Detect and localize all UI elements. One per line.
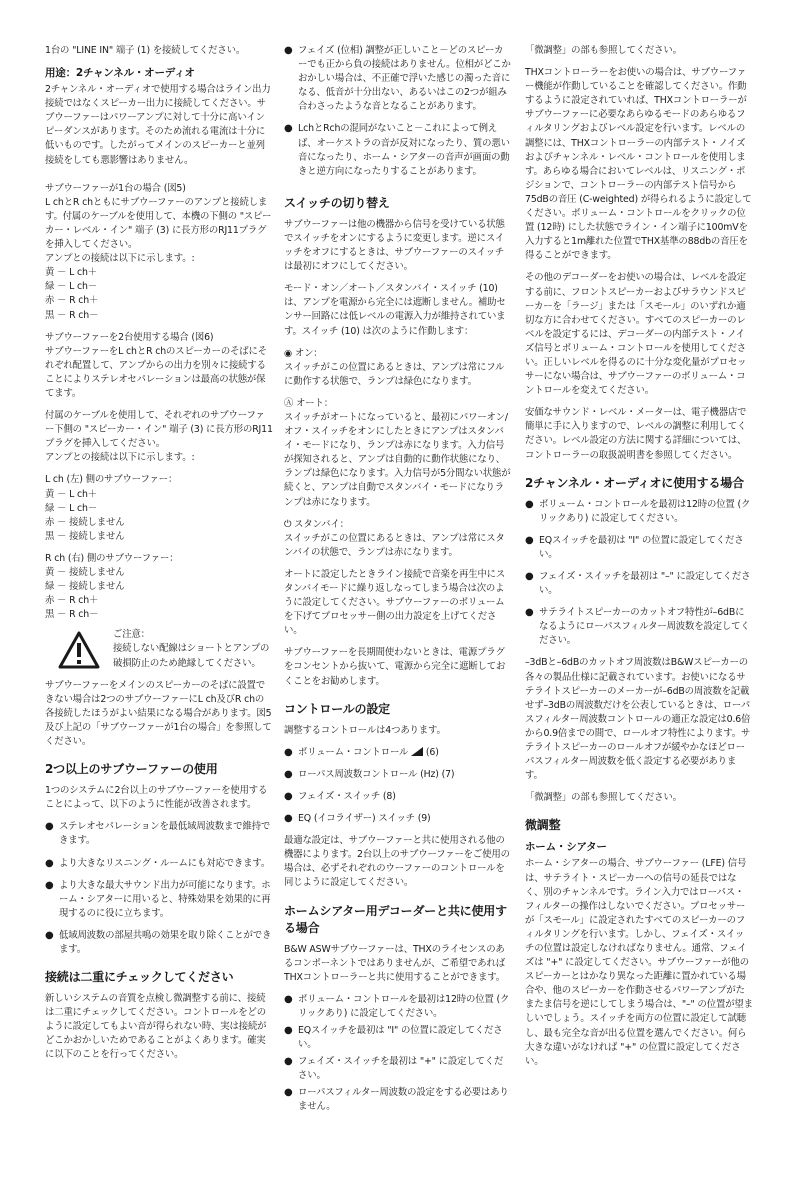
bullet-list-2ch: [525, 498, 753, 649]
paragraph-double-check: 新しいシステムの音質を点検し微調整する前に、接続は二重にチェックしてください。コントロールをどのように設定してもよい音が得られない時、実は接続がどこかおかしいためであることがよくあります。確実に以下のことを行ってください。: [45, 993, 267, 1061]
heading-switching: スイッチの切り替え: [284, 195, 390, 210]
paragraph-thx: THXコントローラーをお使いの場合は、サブウーファー機能が作動していることを確認してください。作動するように設定されていれば、THXコントローラーがサブウーファーに必要なあらゆるモードのあらゆるフィルタリングおよびレベル設定を行います。レベルの調整には、THXコントローラーの内部テスト・ノイズおよびチャンネル・レベル・コントロールを使用します。あらゆる場合においてレベルは、リスニング・ポジションで、コントローラーの内部テスト信号から75dBの音圧 (C-weighted) が得られるように設定してください。ボリューム・コントロールをクリックの位置 (12時) にした状態でライン・イン端子に100mVを入力すると1m離れた位置でTHX基準の88dbの音圧を得ることができます。: [525, 67, 752, 262]
wire-item: 緑 － L ch－: [45, 502, 98, 514]
wire-item: 黄 － L ch＋: [45, 267, 98, 279]
paragraph-other-decoder: その他のデコーダーをお使いの場合は、レベルを設定する前に、フロントスピーカーおよびサラウンドスピーカーを「ラージ」または「スモール」のいずれか適切な方に合わせてください。すべてのスピーカーのレベルを設定するには、デコーダーの内部テスト・ノイズ信号とボリューム・コントロールを使用してください。正しいレベルを得るのに十分な変化量がプロセッサーにない場合は、サブウーファーのボリューム・コントロールを変えてください。: [525, 272, 747, 397]
bullet-dot-icon: ●: [284, 1056, 293, 1068]
subheading-one-sub: サブウーファーが1台の場合 (図5): [45, 182, 186, 194]
wire-item: 緑 － 接続しません: [45, 581, 125, 593]
bullet-list-home: [284, 993, 512, 1115]
list-item: ● EQ (イコライザー) スイッチ (9): [284, 812, 512, 826]
paragraph-ref-fine-2: 「微調整」の部も参照してください。: [525, 792, 682, 804]
paragraph-optimal: 最適な設定は、サブウーファーと共に使用される他の機器によります。2台以上のサブウーファーをご使用の場合は、必ずそれぞれのウーファーのコントロールを同じように設定してください。: [284, 835, 510, 889]
wire-item: 赤 － R ch＋: [45, 595, 99, 607]
column-right: [525, 44, 753, 1069]
paragraph-controls: 調整するコントロールは4つあります。: [284, 724, 446, 736]
wire-list-right: [45, 566, 273, 622]
bullet-dot-icon: ●: [45, 821, 54, 833]
bullet-dot-icon: ●: [284, 993, 293, 1005]
list-item: ● ローパスフィルター周波数の設定をする必要はありません。: [284, 1086, 512, 1114]
paragraph-long-term: サブウーファーを長期間使わないときは、電源プラグをコンセントから抜いて、電源から完全に遮断しておくことをお勧めします。: [284, 647, 506, 687]
bullet-dot-icon: ●: [284, 813, 293, 825]
list-item: ● より大きなリスニング・ルームにも対応できます。: [45, 857, 273, 871]
heading-multiple-subs: 2つ以上のサブウーファーの使用: [45, 762, 218, 777]
caution-text: ご注意： 接続しない配線はショートとアンプの破損防止のため絶縁してください。: [113, 629, 270, 669]
wire-item: 黄 － L ch＋: [45, 488, 98, 500]
bullet-dot-icon: ●: [284, 45, 293, 56]
paragraph-home-decoder: B&W ASWサブウーファーは、THXのライセンスのあるコンポーネントではありませんが、ご希望であればTHXコントローラーと共に使用することができます。: [284, 943, 505, 983]
list-item: ● LchとRchの混同がないこと－これによって例えば、オーケストラの音が反対になったり、質の悪い音になったり、ホーム・シアターの音声が画面の動きと逆方向になったりすることがあります。: [284, 122, 512, 178]
list-item: ● ステレオセパレーションを最低域周波数まで維持できます。: [45, 820, 273, 848]
list-item: ● サテライトスピーカーのカットオフ特性が–6dBになるようにローパスフィルター周波数を設定してください。: [525, 606, 753, 648]
bullet-dot-icon: ●: [284, 1087, 293, 1099]
wire-item: 黄 － 接続しません: [45, 567, 125, 578]
list-item: ● フェイズ・スイッチを最初は "–" に設定してください。: [525, 570, 753, 598]
mode-auto-body: スイッチがオートになっていると、最初にパワーオン/オフ・スイッチをオンにしたときにアンプはスタンバイ・モードになり、ランプは赤になります。入力信号が探知されると、アンプは自動的に動作状態になり、ランプは緑色になります。入力信号が5分間ない状態が続くと、アンプは自動でスタンバイ・モードになりランプは赤になります。: [284, 411, 511, 508]
wire-item: 黒 － 接続しません: [45, 530, 125, 542]
paragraph-multiple-subs: 1つのシステムに2台以上のサブウーファーを使用することによって、以下のように性能が改善されます。: [45, 785, 268, 811]
paragraph-level-meter: 安価なサウンド・レベル・メーターは、電子機器店で簡単に手に入りますので、レベルの調整に利用してください。レベル設定の方法に関する詳細については、コントローラーの取扱説明書を参照してください。: [525, 407, 747, 461]
subheading-home-theater: ホーム・シアター: [525, 841, 607, 854]
subheading-two-subs: サブウーファーを2台使用する場合 (図6): [45, 331, 214, 343]
bullet-dot-icon: ●: [525, 534, 534, 546]
mode-auto-title: Ⓐ オート：: [284, 397, 333, 409]
warning-triangle-icon: [45, 628, 113, 670]
paragraph-near-speakers: サブウーファーをメインのスピーカーのそばに設置できない場合は2つのサブウーファーにL ch及びR chの各接続したほうがよい結果になる場合があります。図5及び上記の「サブウーファーが1台の場合」を参照してください。: [45, 679, 272, 748]
bullet-dot-icon: ●: [525, 498, 534, 510]
list-item: ● フェイズ・スイッチ (8): [284, 790, 512, 804]
list-item: ● ボリューム・コントロール (6): [284, 746, 512, 760]
wire-item: 赤 － 接続しません: [45, 516, 125, 528]
paragraph-mode-switch: モード・オン／オート／スタンバイ・スイッチ (10) は、アンプを電源から完全には遮断しません。補助センサー回路には低レベルの電源入力が維持されています。スイッチ (10) は次のように作動します：: [284, 283, 506, 337]
bullet-dot-icon: ●: [45, 879, 54, 891]
list-item: ● 低域周波数の部屋共鳴の効果を取り除くことができます。: [45, 929, 273, 957]
paragraph-two-subs-conn: アンプとの接続は以下に示します。:: [45, 452, 195, 464]
list-item: ● フェイズ (位相) 調整が正しいこと－どのスピーカーでも正から負の接続はありません。位相がどこかおかしい場合は、不正確で浮いた感じの濁った音になる、低音が十分出ない、あるいはこの2つが組み合わさったような音となることがあります。: [284, 44, 512, 114]
paragraph-one-sub: L chとR chともにサブウーファーのアンプと接続します。付属のケーブルを使用して、本機の下側の "スピーカー・レベル・イン" 端子 (3) に長方形のRJ11プラグを挿入してください。: [45, 196, 272, 251]
bullet-list-check: [284, 44, 512, 179]
bullet-dot-icon: ●: [525, 607, 534, 619]
wire-list-left: [45, 488, 273, 544]
bullet-dot-icon: ●: [284, 790, 293, 802]
heading-use-2ch: 用途：2チャンネル・オーディオ: [45, 67, 195, 80]
right-sub-title: R ch (右) 側のサブウーファー：: [45, 552, 179, 564]
paragraph-auto-setting: オートに設定したときライン接続で音楽を再生中にスタンバイモードに繰り返しなってしまう場合は次のように設定してください。サブウーファーのボリュームを下げてプロセッサー側の出力設定を上げてください。: [284, 568, 506, 637]
list-item: ● ボリューム・コントロールを最初は12時の位置 (クリックあり) に設定してください。: [525, 498, 753, 526]
heading-2ch-audio: 2チャンネル・オーディオに使用する場合: [525, 475, 744, 490]
heading-fine-tuning: 微調整: [525, 818, 561, 833]
bullet-dot-icon: ●: [45, 929, 54, 941]
paragraph-ref-fine-1: 「微調整」の部も参照してください。: [525, 45, 682, 56]
list-item: ● ローパス周波数コントロール (Hz) (7): [284, 768, 512, 782]
mode-on-title: ◉ オン：: [284, 347, 323, 359]
bullet-dot-icon: ●: [525, 571, 534, 582]
wire-item: 黒 － R ch－: [45, 609, 99, 621]
caution-box: [45, 628, 273, 670]
wire-item: 赤 － R ch＋: [45, 295, 99, 307]
list-item: ● ボリューム・コントロールを最初は12時の位置 (クリックあり) に設定してください。: [284, 993, 512, 1021]
bullet-dot-icon: ●: [284, 746, 293, 758]
wire-list-one: [45, 266, 273, 322]
heading-home-decoder: ホームシアター用デコーダーと共に使用する場合: [284, 903, 507, 935]
list-item: ● フェイズ・スイッチを最初は "+" に設定してください。: [284, 1055, 512, 1083]
wire-item: 黒 － R ch－: [45, 309, 99, 321]
bullet-dot-icon: ●: [45, 857, 54, 869]
volume-ramp-icon: [411, 747, 423, 756]
mode-on-body: スイッチがこの位置にあるときは、アンプは常にフルに動作する状態で、ランプは緑色になります。: [284, 361, 505, 387]
paragraph-switching: サブウーファーは他の機器から信号を受けている状態でスイッチをオンにするように変更します。逆にスイッチをオフにするときは、サブウーファーのスイッチは最初にオフにしてください。: [284, 218, 505, 273]
paragraph-two-subs: サブウーファーをL chとR chのスピーカーのそばにそれぞれ配置して、アンプからの出力を別々に接続することによりステレオセパレーションは最高の状態が保てます。: [45, 345, 267, 399]
paragraph-fine-tuning: ホーム・シアターの場合、サブウーファー (LFE) 信号は、サテライト・スピーカーへの信号の延長ではなく、別のチャンネルです。ライン入力ではローパス・フィルターの操作はしないでください。プロセッサーが「スモール」に設定されたすべてのスピーカーのフィルタリングを行います。しかし、フェイズ・スイッチの位置は設定しなければなりません。通常、フェイズは "+" に設定してください。サブウーファーが他のスピーカーとはかなり異なった距離に置かれている場合や、他のスピーカーを作動させるパワーアンプがたまたま信号を逆にしてしまう場合は、"–" の位置が望ましいでしょう。スイッチを両方の位置に設定して試聴し、最も完全な音が出る位置を選んでください。何ら大きな違いがなければ "+" の位置に設定してください。: [525, 858, 753, 1067]
bullet-dot-icon: ●: [284, 123, 293, 135]
paragraph-two-subs-cable: 付属のケーブルを使用して、それぞれのサブウーファー下側の "スピーカー・イン" 端子 (3) に長方形のRJ11プラグを挿入してください。: [45, 410, 273, 450]
left-sub-title: L ch (左) 側のサブウーファー：: [45, 474, 178, 486]
paragraph-use-2ch: 2チャンネル・オーディオで使用する場合はライン出力接続ではなくスピーカー出力に接続してください。サブウーファーはパワーアンプに対して十分に高いインピーダンスがあります。そのため流れる電流は十分に低いものです。したがってメインのスピーカーと並列接続をしても悪影響はありません。: [45, 84, 271, 166]
bullet-list-controls: [284, 746, 512, 826]
wire-item: 緑 － L ch－: [45, 281, 98, 293]
bullet-dot-icon: ●: [284, 768, 293, 780]
bullet-list-multi: [45, 820, 273, 957]
column-middle: [284, 44, 512, 1118]
list-item: ● より大きな最大サウンド出力が可能になります。ホーム・シアターに用いると、特殊効果を効果的に再現するのに役に立ちます。: [45, 879, 273, 921]
list-item: ● EQスイッチを最初は "I" の位置に設定してください。: [525, 534, 753, 562]
list-item: ● EQスイッチを最初は "I" の位置に設定してください。: [284, 1024, 512, 1052]
mode-standby-title: ⏻ スタンバイ：: [284, 518, 349, 530]
mode-standby-body: スイッチがこの位置にあるときは、アンプは常にスタンバイの状態で、ランプは赤になります。: [284, 532, 505, 558]
heading-controls: コントロールの設定: [284, 701, 390, 716]
bullet-dot-icon: ●: [284, 1024, 293, 1036]
column-left: [45, 44, 273, 1063]
paragraph-line-in: 1台の "LINE IN" 端子 (1) を接続してください。: [45, 45, 246, 56]
heading-double-check: 接続は二重にチェックしてください: [45, 970, 234, 985]
paragraph-one-sub-conn: アンプとの接続は以下に示します。:: [45, 253, 195, 265]
paragraph-cutoff: –3dBと–6dBのカットオフ周波数はB&Wスピーカーの各々の製品仕様に記載されています。お使いになるサテライトスピーカーのメーカーが–6dBの周波数を記載せず–3dBの周波数だけを公表しているときは、ローパスフィルター周波数コントロールの適正な設定は0.6倍から0.9倍までの間で、ロールオフ特性によります。サテライトスピーカーのロールオフが緩やかなほどローパスフィルター周波数を低く設定する必要があります。: [525, 657, 751, 782]
